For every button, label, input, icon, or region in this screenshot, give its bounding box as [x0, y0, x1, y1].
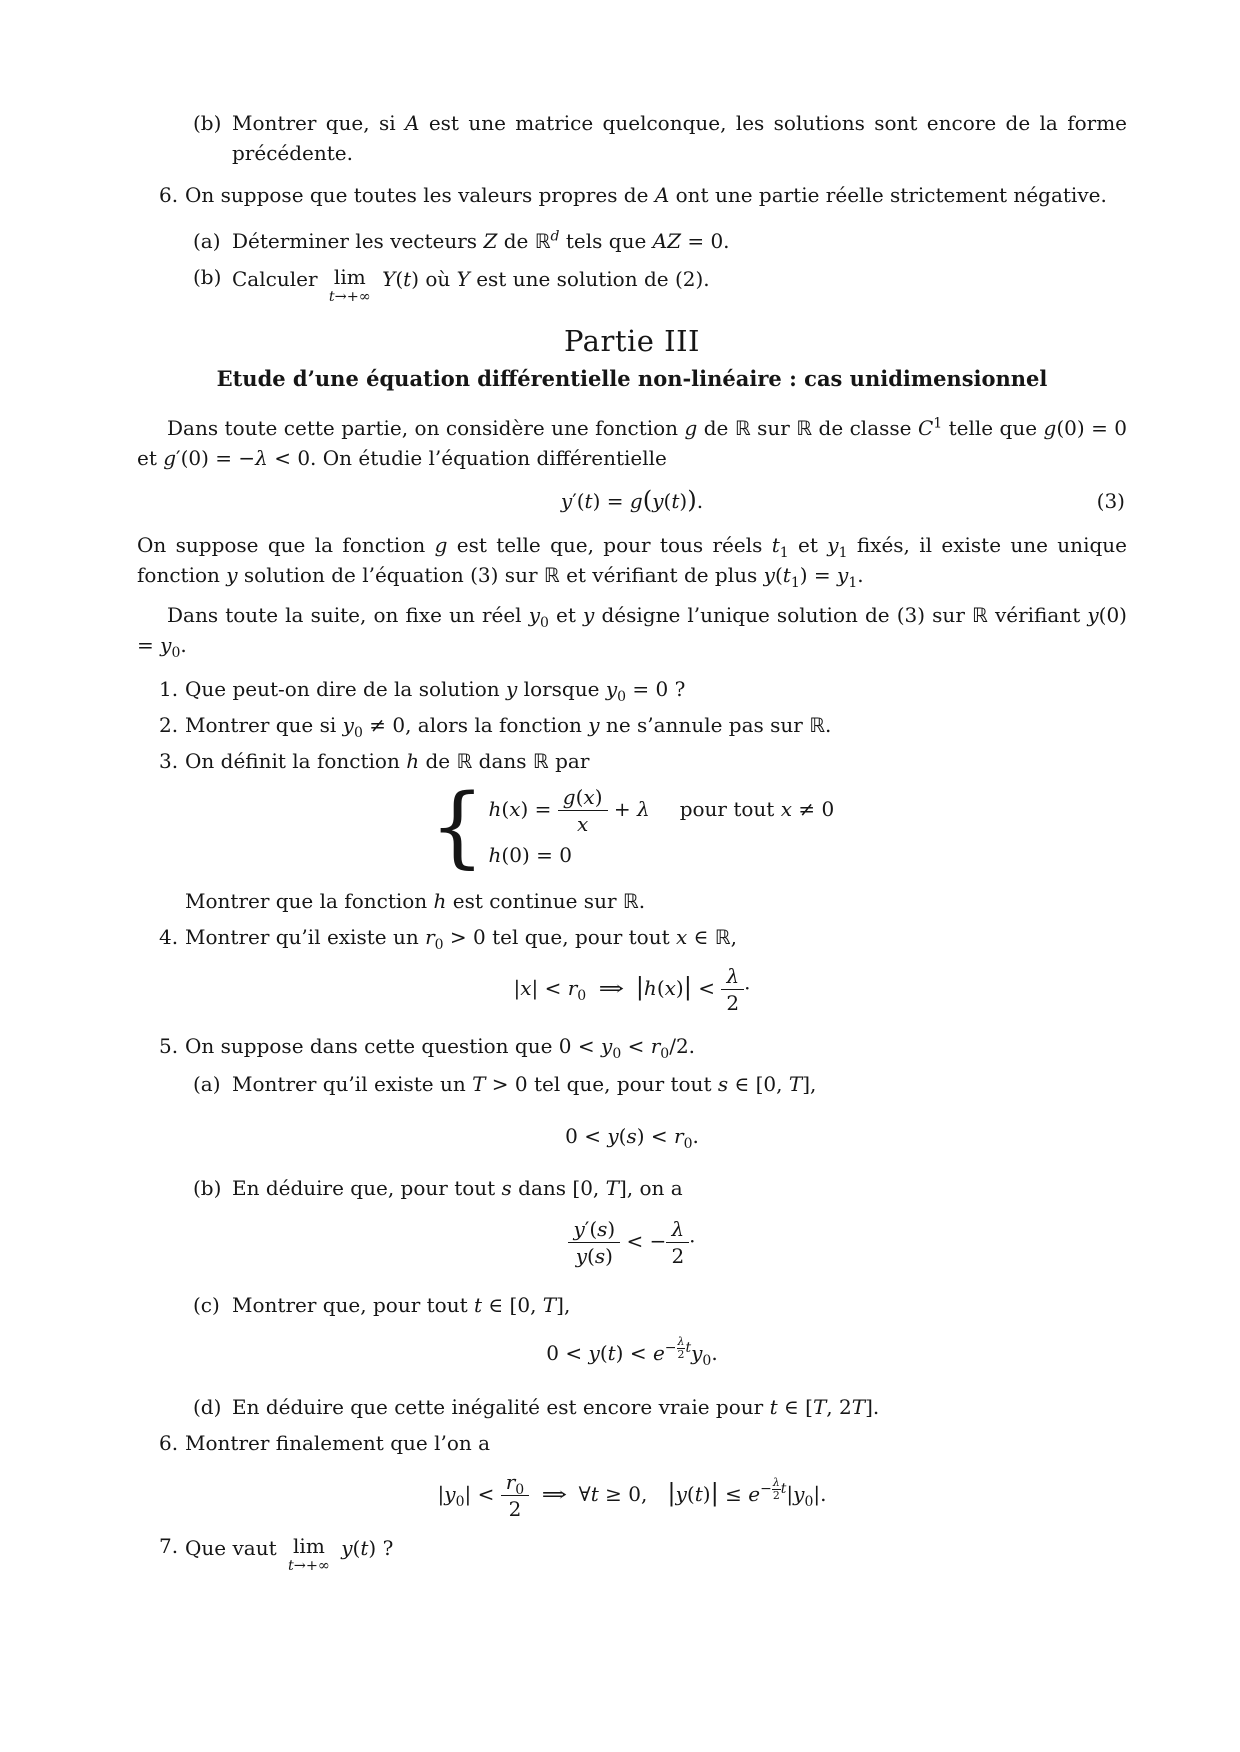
equation-5a-body: $0 < y(s) < r_0$.: [565, 1124, 699, 1153]
item-text: On suppose dans cette question que $0 < y_0 < r_0/2$.: [185, 1034, 696, 1063]
question-3: [137, 746, 1127, 776]
item-label: 1.: [159, 677, 179, 702]
question-5: [137, 1031, 1127, 1061]
equation-5a: [137, 1121, 1127, 1151]
question-4: [137, 922, 1127, 952]
equation-3-body: y′(t) = g(y(t)).: [560, 485, 704, 515]
item-text: On suppose que toutes les valeurs propres de A ont une partie réelle strictement négative.: [185, 183, 1107, 207]
question-5b: [137, 1173, 1127, 1203]
left-brace: {: [429, 776, 485, 879]
equation-h-definition: [137, 776, 1127, 879]
equation-4-body: $|x| < r_0$ ⇒ |h(x)| < $\frac{\lambda}{2}$ ·: [513, 964, 751, 1016]
question-6: [137, 1428, 1127, 1458]
item-label: 6.: [159, 1431, 179, 1456]
item-label: 6.: [159, 183, 179, 207]
item-text: Déterminer les vecteurs Z de ℝ$^d$ tels que AZ = 0.: [232, 228, 730, 253]
equation-4: [137, 964, 1127, 1015]
cases-rows: [489, 785, 835, 870]
item-text: En déduire que, pour tout s dans [0, T], on a: [232, 1176, 683, 1201]
part-title: Partie III: [563, 324, 701, 359]
cases-row-1: h(x) = $\frac{g(x)}{x}$ + λ pour tout x ≠ 0: [488, 784, 835, 836]
intro-paragraph-1: Dans toute cette partie, on considère une fonction g de ℝ sur ℝ de classe $C^1$ telle que g(0) = 0 et g′(0) = −λ < 0. On étudie l’équation différentielle: [137, 415, 1127, 471]
item-text: Montrer qu’il existe un T > 0 tel que, pour tout s ∈ [0, T],: [232, 1072, 817, 1097]
equation-3: [137, 485, 1127, 516]
equation-5b-body: $\frac{y'(s)}{y(s)}$ < − $\frac{\lambda}{2}$ ·: [568, 1229, 695, 1253]
item-label: (c): [193, 1293, 220, 1318]
question-prev-6b: [137, 262, 1127, 305]
part-subtitle: Etude d’une équation différentielle non-linéaire : cas unidimensionnel: [216, 366, 1048, 392]
item-text: On définit la fonction h de ℝ dans ℝ par: [185, 749, 590, 774]
question-1: [137, 674, 1127, 704]
question-prev-b: [137, 108, 1127, 168]
item-label: 5.: [159, 1034, 179, 1059]
item-label: 4.: [159, 925, 179, 950]
equation-6: [137, 1470, 1127, 1521]
item-label: 3.: [159, 749, 179, 774]
item-text: En déduire que cette inégalité est encore vraie pour t ∈ [T, 2T].: [232, 1395, 880, 1420]
item-label: 7.: [159, 1534, 179, 1559]
item-label: (b): [193, 1176, 222, 1201]
question-prev-6: [137, 180, 1127, 210]
item-text: Que vaut lim t→+∞ y(t) ?: [185, 1534, 394, 1575]
item-label: (d): [193, 1395, 222, 1420]
item-text: Montrer qu’il existe un $r_0 > 0$ tel que, pour tout x ∈ ℝ,: [185, 925, 737, 954]
item-label: (a): [193, 1072, 221, 1097]
question-prev-6a: [137, 226, 1127, 256]
item-label: (b): [193, 111, 222, 135]
question-5c: [137, 1290, 1127, 1320]
item-text: Montrer que, pour tout t ∈ [0, T],: [232, 1293, 571, 1318]
question-5a: [137, 1069, 1127, 1099]
item-text: Montrer que la fonction h est continue sur ℝ.: [185, 889, 646, 914]
cases-row-2: h(0) = 0: [488, 842, 572, 867]
intro-paragraph-3: Dans toute la suite, on fixe un réel $y_0$ et y désigne l’unique solution de (3) sur ℝ vérifiant $y(0) = y_0$.: [137, 603, 1127, 662]
equation-5c-body: $0 < y(t) < e^{- \frac{\lambda}{2} t}y_0$.: [546, 1335, 718, 1370]
equation-3-tag: (3): [1096, 488, 1125, 513]
item-text: Montrer que si $y_0 \ne 0$, alors la fonction y ne s’annule pas sur ℝ.: [185, 713, 832, 742]
item-text: Montrer que, si A est une matrice quelconque, les solutions sont encore de la forme précédente.: [232, 111, 1127, 165]
equation-5b: [137, 1217, 1127, 1268]
item-label: (b): [193, 265, 222, 289]
equation-6-body: $|y_0|$ < $\frac{r_0}{2}$ ⇒ ∀t ≥ 0, $|y(t)| \le e^{- \frac{\lambda}{2} t}|y_0|$.: [437, 1470, 827, 1522]
question-7: [137, 1531, 1127, 1575]
item-text: Calculer lim t→+∞ Y(t) où Y est une solution de (2).: [232, 265, 710, 305]
question-2: [137, 710, 1127, 740]
page-content: [137, 108, 1127, 1575]
question-3-continuation: [137, 886, 1127, 916]
question-5d: [137, 1392, 1127, 1422]
item-label: (a): [193, 229, 221, 253]
item-text: Montrer finalement que l’on a: [185, 1431, 491, 1456]
equation-5c: [137, 1336, 1127, 1368]
item-text: Que peut-on dire de la solution y lorsque $y_0 = 0$ ?: [185, 677, 686, 706]
item-label: 2.: [159, 713, 179, 738]
intro-paragraph-2: On suppose que la fonction g est telle que, pour tous réels $t_1$ et $y_1$ fixés, il existe une unique fonction y solution de l’équation (3) sur ℝ et vérifiant de plus $y(t_1) = y_1$.: [137, 533, 1127, 592]
